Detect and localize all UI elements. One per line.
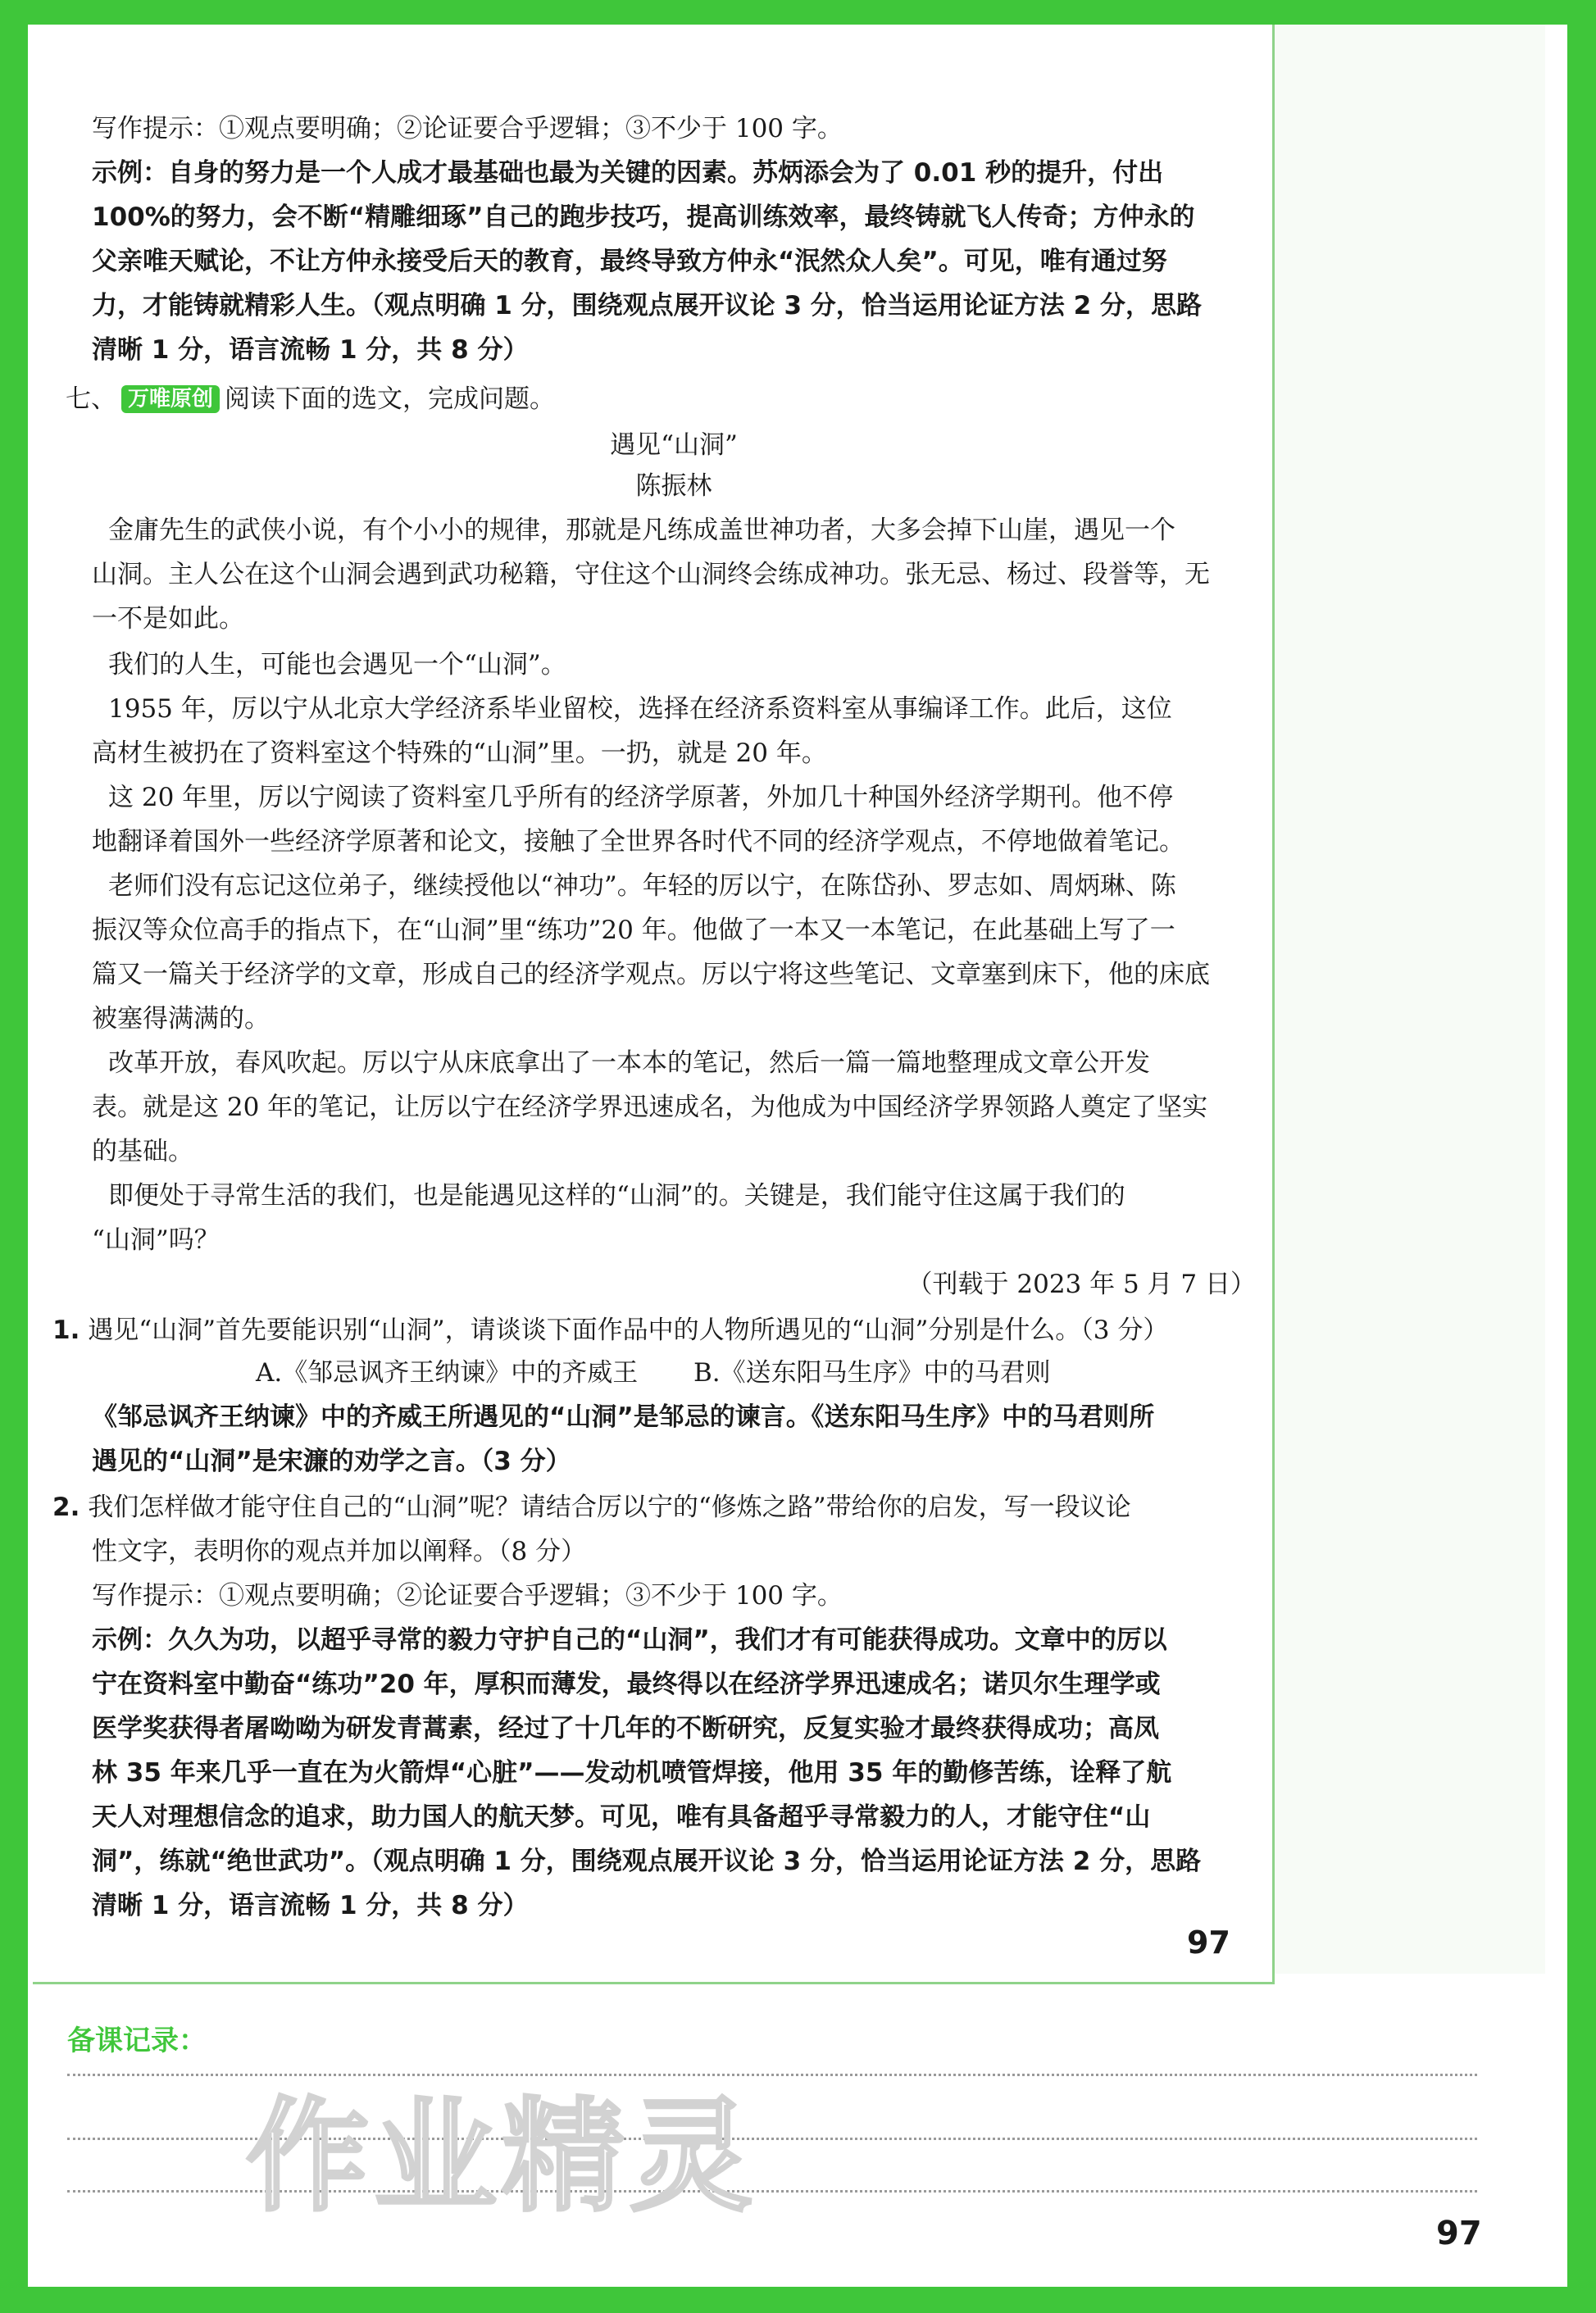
top-example-line: 力，才能铸就精彩人生。（观点明确 1 分，围绕观点展开议论 3 分，恰当运用论证方法 2 分，思路 (92, 291, 1202, 320)
article-line: 这 20 年里，厉以宁阅读了资料室几乎所有的经济学原著，外加几十种国外经济学期刊。他不停 (108, 783, 1174, 812)
question-number: 2. (52, 1493, 80, 1522)
answer-line: 遇见的“山洞”是宋濂的劝学之言。（3 分） (92, 1447, 571, 1476)
original-badge: 万唯原创 (121, 385, 220, 413)
article-line: 1955 年，厉以宁从北京大学经济系毕业留校，选择在经济系资料室从事编译工作。此后，这位 (108, 694, 1172, 724)
top-hint: 写作提示：①观点要明确；②论证要合乎逻辑；③不少于 100 字。 (92, 114, 843, 143)
question-number: 1. (52, 1316, 80, 1345)
question-text-cont: 性文字，表明你的观点并加以阐释。（8 分） (92, 1537, 587, 1566)
question-1-options (256, 1351, 1256, 1395)
q2-hint: 写作提示：①观点要明确；②论证要合乎逻辑；③不少于 100 字。 (92, 1581, 843, 1611)
answer-line: 洞”，练就“绝世武功”。（观点明确 1 分，围绕观点展开议论 3 分，恰当运用论证方法 2 分，思路 (92, 1847, 1202, 1876)
question-text: 遇见“山洞”首先要能识别“山洞”，请谈谈下面作品中的人物所遇见的“山洞”分别是什么。（3 分） (88, 1316, 1169, 1345)
answer-line: 示例：久久为功，以超乎寻常的毅力守护自己的“山洞”，我们才有可能获得成功。文章中的厉以 (92, 1625, 1167, 1655)
article-line: 篇又一篇关于经济学的文章，形成自己的经济学观点。厉以宁将这些笔记、文章塞到床下，他的床底 (92, 960, 1210, 989)
option-a: A.《邹忌讽齐王纳谏》中的齐威王 (256, 1358, 639, 1388)
section-instruction: 阅读下面的选文，完成问题。 (225, 384, 556, 414)
option-b: B.《送东阳马生序》中的马君则 (693, 1358, 1051, 1388)
question-2 (52, 1485, 1256, 1529)
top-example-line: 100%的努力，会不断“精雕细琢”自己的跑步技巧，提高训练效率，最终铸就飞人传奇；方仲永的 (92, 202, 1195, 232)
article-line: 即便处于寻常生活的我们，也是能遇见这样的“山洞”的。关键是，我们能守住这属于我们的 (108, 1181, 1125, 1211)
article-title: 遇见“山洞” (610, 430, 738, 460)
notes-label: 备课记录： (67, 2024, 207, 2057)
answer-line: 《邹忌讽齐王纳谏》中的齐威王所遇见的“山洞”是邹忌的谏言。《送东阳马生序》中的马君则所 (92, 1402, 1155, 1432)
article-line: “山洞”吗？ (92, 1225, 220, 1255)
page-number-outer: 97 (1436, 2215, 1482, 2252)
answer-line: 天人对理想信念的追求，助力国人的航天梦。可见，唯有具备超乎寻常毅力的人，才能守住“山 (92, 1802, 1151, 1832)
article-line: 被塞得满满的。 (92, 1004, 270, 1034)
answer-line: 宁在资料室中勤奋“练功”20 年，厚积而薄发，最终得以在经济学界迅速成名；诺贝尔生理学或 (92, 1670, 1161, 1699)
article-line: 改革开放，春风吹起。厉以宁从床底拿出了一本本的笔记，然后一篇一篇地整理成文章公开发 (108, 1048, 1150, 1078)
article-line: 地翻译着国外一些经济学原著和论文，接触了全世界各时代不同的经济学观点，不停地做着笔记。 (92, 827, 1184, 857)
article-line: 高材生被扔在了资料室这个特殊的“山洞”里。一扔，就是 20 年。 (92, 738, 827, 768)
section-header (66, 377, 1230, 421)
article-line: 我们的人生，可能也会遇见一个“山洞”。 (108, 650, 566, 679)
article-line: 表。就是这 20 年的笔记，让厉以宁在经济学界迅速成名，为他成为中国经济学界领路人奠定了坚实 (92, 1093, 1208, 1122)
question-text: 我们怎样做才能守住自己的“山洞”呢？请结合厉以宁的“修炼之路”带给你的启发，写一段议论 (88, 1493, 1131, 1522)
top-example-line: 清晰 1 分，语言流畅 1 分，共 8 分） (92, 335, 529, 365)
article-line: 金庸先生的武侠小说，有个小小的规律，那就是凡练成盖世神功者，大多会掉下山崖，遇见一个 (108, 516, 1175, 545)
answer-line: 医学奖获得者屠呦呦为研发青蒿素，经过了十几年的不断研究，反复实验才最终获得成功；高凤 (92, 1714, 1159, 1743)
article-author: 陈振林 (635, 471, 712, 501)
question-1 (52, 1308, 1256, 1352)
article-line: 一不是如此。 (92, 604, 244, 634)
section-number: 七、 (66, 384, 116, 414)
article-line: 的基础。 (92, 1137, 193, 1166)
answer-line: 清晰 1 分，语言流畅 1 分，共 8 分） (92, 1891, 529, 1920)
margin-band (1272, 25, 1545, 1974)
article-line: 老师们没有忘记这位弟子，继续授他以“神功”。年轻的厉以宁，在陈岱孙、罗志如、周炳琳、陈 (108, 871, 1176, 901)
page-number-inner: 97 (1187, 1924, 1230, 1961)
watermark: 作业精灵 (246, 2086, 758, 2229)
top-example-line: 示例：自身的努力是一个人成才最基础也最为关键的因素。苏炳添会为了 0.01 秒的提升，付出 (92, 158, 1164, 188)
answer-line: 林 35 年来几乎一直在为火箭焊“心脏”——发动机喷管焊接，他用 35 年的勤修苦练，诠释了航 (92, 1758, 1172, 1788)
top-example-line: 父亲唯天赋论，不让方仲永接受后天的教育，最终导致方仲永“泯然众人矣”。可见，唯有通过努 (92, 247, 1167, 276)
article-source: （刊载于 2023 年 5 月 7 日） (907, 1270, 1256, 1299)
article-line: 振汉等众位高手的指点下，在“山洞”里“练功”20 年。他做了一本又一本笔记，在此基础上写了一 (92, 916, 1175, 945)
article-line: 山洞。主人公在这个山洞会遇到武功秘籍，守住这个山洞终会练成神功。张无忌、杨过、段誉等，无 (92, 560, 1210, 589)
